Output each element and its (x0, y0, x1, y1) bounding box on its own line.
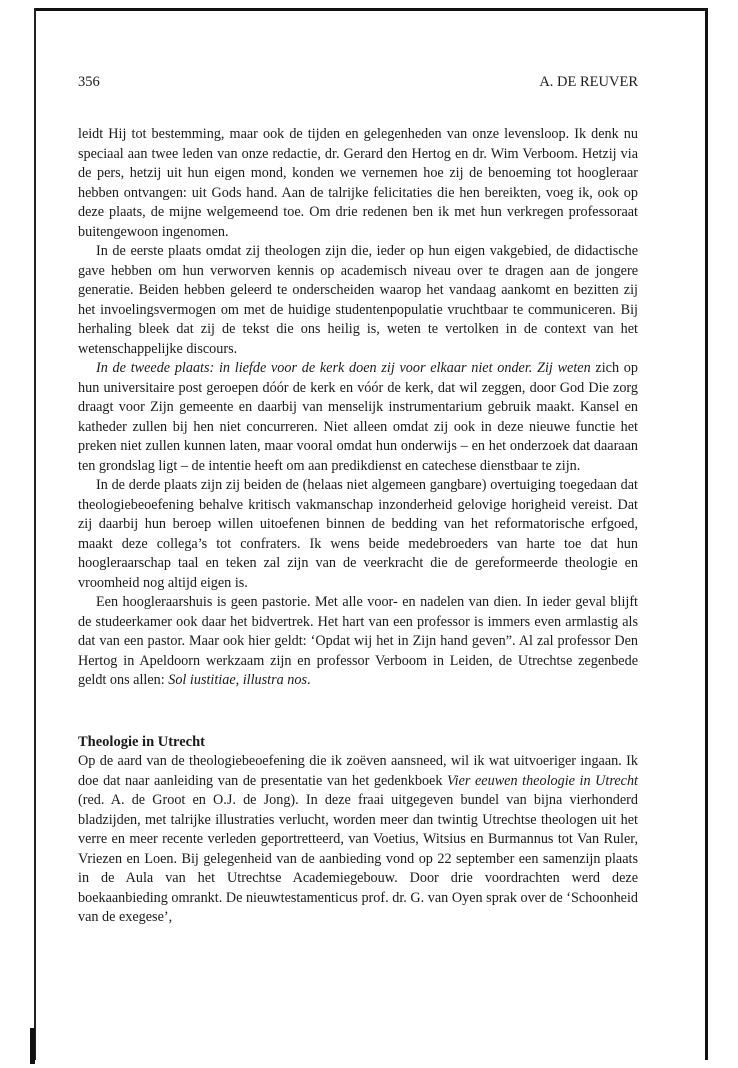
book-page (78, 74, 638, 928)
book-title: Vier eeuwen theologie in Utrecht (447, 772, 638, 789)
paragraph-3-text: zich op hun universitaire post geroepen dóór de kerk en vóór de kerk, dat wil zeggen, door God Die zorg draagt voor Zijn gemeente en daarbij van menselijk instrumentarium gebruik maakt. Kansel en katheder zullen bij hen niet concurreren. Niet alleen omdat zij ook in deze nieuwe functie het preken niet zullen kunnen laten, maar vooral omdat hun onderwijs – en het onderzoek dat daaraan ten grondslag ligt – de intentie heeft om aan predikdienst en catechese dienstbaar te zijn. (78, 360, 638, 474)
page-right-border (705, 8, 708, 1060)
paragraph-3-italic: In de tweede plaats: in liefde voor de kerk doen zij voor elkaar niet onder. Zij weten (96, 360, 591, 376)
page-header (78, 74, 638, 94)
paragraph-1: leidt Hij tot bestemming, maar ook de tijden en gelegenheden van onze levensloop. Ik denk nu speciaal aan twee leden van onze redactie, dr. Gerard den Hertog en dr. Wim Verboom. Hetzij via de pers, hetzij uit hun eigen mond, konden we vernemen hoe zij de benoeming tot hoogleraar hebben ontvangen: uit Gods hand. Aan de talrijke felicitaties die hen bereikten, voeg ik, ook op deze plaats, de mijne welgemeend toe. Om drie redenen ben ik met hun verkregen professoraat buitengewoon ingenomen. (78, 126, 638, 240)
paragraph-5-end: . (306, 672, 311, 688)
running-head: A. DE REUVER (539, 74, 638, 90)
paragraph-4: In de derde plaats zijn zij beiden de (helaas niet algemeen gangbare) overtuiging toegedaan dat theologiebeoefening behalve kritisch vakmanschap inzonderheid gelovige horigheid vereist. Dat zij daarbij hun beroep willen uitoefenen binnen de bedding van het reformatorische erfgoed, maakt deze collega’s tot confraters. Ik wens beide medebroeders van harte toe dat hun hoogleraarschap taal en teken zal zijn van de veerkracht die de gereformeerde theologie en vroomheid nog altijd eigen is. (78, 477, 638, 591)
section-paragraph-text-a: Op de aard van de theologiebeoefening die ik zoëven aansneed, wil ik wat uitvoeriger ingaan. Ik doe dat naar aanleiding van de presentatie van het gedenkboek (78, 753, 638, 789)
paragraph-2: In de eerste plaats omdat zij theologen zijn die, ieder op hun eigen vakgebied, de didactische gave hebben om hun verworven kennis op academisch niveau over te dragen aan de jongere generatie. Beiden hebben geleerd te onderscheiden waarop het vandaag aankomt en bezitten zij het invoelingsvermogen om met de huidige studentenpopulatie vruchtbaar te communiceren. Bij herhaling bleek dat zij de tekst die ons heilig is, weten te vertolken in de context van het wetenschappelijke discours. (78, 243, 638, 357)
section-paragraph-text-b: (red. A. de Groot en O.J. de Jong). In deze fraai uitgegeven bundel van bijna vierhonderd bladzijden, met talrijke illustraties verlucht, worden meer dan twintig Utrechtse theologen uit het verre en meer recente verleden geportretteerd, van Voetius, Witsius en Burmannus tot Van Ruler, Vriezen en Loen. Bij gelegenheid van de aanbieding vond op 22 september een samenzijn plaats in de Aula van het Utrechtse Academiegebouw. Door drie voordrachten werd deze boekaanbieding omrankt. De nieuwtestamenticus prof. dr. G. van Oyen sprak over de ‘Schoonheid van de exegese’, (78, 792, 638, 925)
page-left-border (34, 8, 36, 1060)
section-paragraph-1 (78, 752, 638, 928)
page-top-border (34, 8, 708, 11)
paragraph-5-text: Een hoogleraarshuis is geen pastorie. Met alle voor- en nadelen van dien. In ieder geval blijft de studeerkamer ook daar het bidvertrek. Het hart van een professor is immers even armlastig als dat van een pastor. Maar ook hier geldt: ‘Opdat wij het in Zijn hand geven”. Al zal professor Den Hertog in Apeldoorn werkzaam zijn en professor Verboom in Leiden, de Utrechtse zegenbede geldt ons allen: (78, 594, 638, 688)
page-number: 356 (78, 74, 100, 90)
paragraph-5 (78, 593, 638, 691)
paragraph-3 (78, 359, 638, 476)
paragraph-5-italic: Sol iustitiae, illustra nos (168, 672, 307, 688)
section-heading: Theologie in Utrecht (78, 733, 205, 750)
scan-edge-mark (30, 1028, 35, 1064)
body-text (78, 125, 638, 928)
